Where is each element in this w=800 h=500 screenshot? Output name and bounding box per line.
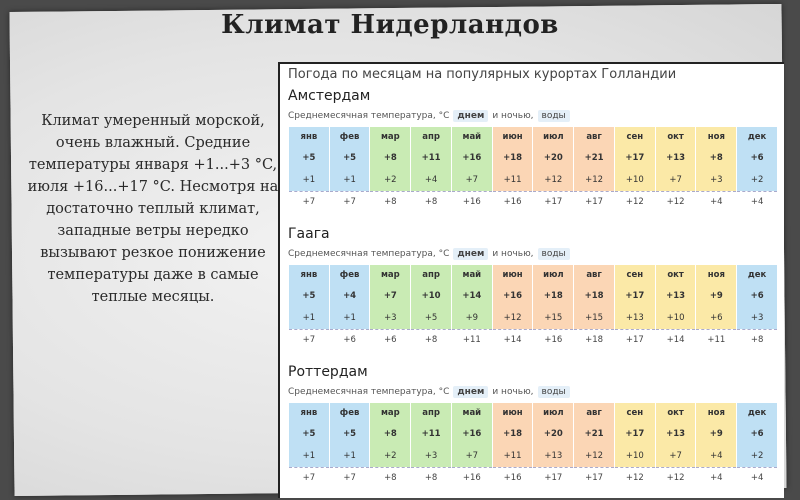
month-header-cell: июл bbox=[533, 127, 573, 147]
month-header-cell: ноя bbox=[696, 403, 736, 423]
month-header-cell: окт bbox=[656, 265, 696, 285]
water-temp-cell: +6 bbox=[370, 329, 410, 350]
water-chip: воды bbox=[538, 386, 570, 398]
day-temp-cell: +11 bbox=[411, 423, 451, 445]
month-header-cell: апр bbox=[411, 265, 451, 285]
temp-legend bbox=[288, 246, 778, 262]
day-chip: днем bbox=[453, 110, 488, 122]
night-temp-cell: +3 bbox=[737, 307, 777, 329]
night-temp-cell: +3 bbox=[411, 445, 451, 467]
night-temp-cell: +1 bbox=[289, 307, 329, 329]
day-temp-cell: +5 bbox=[330, 147, 370, 169]
night-temp-cell: +11 bbox=[493, 169, 533, 191]
day-temp-cell: +9 bbox=[696, 423, 736, 445]
day-row bbox=[289, 423, 777, 445]
month-header-cell: мар bbox=[370, 403, 410, 423]
day-temp-cell: +11 bbox=[411, 147, 451, 169]
water-temp-cell: +8 bbox=[370, 467, 410, 488]
city-name: Амстердам bbox=[288, 88, 371, 104]
day-temp-cell: +13 bbox=[656, 423, 696, 445]
water-temp-cell: +16 bbox=[493, 191, 533, 212]
day-temp-cell: +6 bbox=[737, 147, 777, 169]
water-temp-cell: +16 bbox=[493, 467, 533, 488]
water-temp-cell: +18 bbox=[574, 329, 614, 350]
night-temp-cell: +3 bbox=[696, 169, 736, 191]
night-temp-cell: +2 bbox=[370, 169, 410, 191]
night-temp-cell: +7 bbox=[656, 445, 696, 467]
day-temp-cell: +18 bbox=[533, 285, 573, 307]
night-temp-cell: +7 bbox=[452, 169, 492, 191]
day-temp-cell: +13 bbox=[656, 285, 696, 307]
day-temp-cell: +21 bbox=[574, 423, 614, 445]
month-header-cell: янв bbox=[289, 127, 329, 147]
month-header-cell: июл bbox=[533, 403, 573, 423]
night-temp-cell: +10 bbox=[656, 307, 696, 329]
day-temp-cell: +5 bbox=[289, 285, 329, 307]
water-temp-cell: +16 bbox=[533, 329, 573, 350]
month-table bbox=[288, 127, 778, 212]
night-temp-cell: +13 bbox=[615, 307, 655, 329]
water-temp-cell: +7 bbox=[330, 191, 370, 212]
day-row bbox=[289, 285, 777, 307]
month-header-cell: авг bbox=[574, 403, 614, 423]
month-table bbox=[288, 403, 778, 488]
panel-heading: Погода по месяцам на популярных курортах Голландии bbox=[288, 67, 677, 82]
water-temp-cell: +17 bbox=[574, 467, 614, 488]
month-header-cell: ноя bbox=[696, 127, 736, 147]
night-temp-cell: +12 bbox=[493, 307, 533, 329]
day-temp-cell: +6 bbox=[737, 285, 777, 307]
day-temp-cell: +17 bbox=[615, 423, 655, 445]
hdr-row bbox=[289, 403, 777, 423]
night-temp-cell: +6 bbox=[696, 307, 736, 329]
night-temp-cell: +12 bbox=[533, 169, 573, 191]
month-header-cell: фев bbox=[330, 403, 370, 423]
night-temp-cell: +15 bbox=[533, 307, 573, 329]
water-row bbox=[289, 191, 777, 212]
month-header-cell: сен bbox=[615, 403, 655, 423]
water-temp-cell: +7 bbox=[289, 191, 329, 212]
water-row bbox=[289, 329, 777, 350]
water-temp-cell: +8 bbox=[411, 329, 451, 350]
night-temp-cell: +7 bbox=[656, 169, 696, 191]
month-header-cell: мар bbox=[370, 127, 410, 147]
temp-legend bbox=[288, 384, 778, 400]
city-block-hague bbox=[288, 226, 778, 350]
water-temp-cell: +12 bbox=[615, 191, 655, 212]
month-header-cell: фев bbox=[330, 127, 370, 147]
month-header-cell: янв bbox=[289, 265, 329, 285]
weather-table-panel bbox=[278, 62, 784, 498]
month-header-cell: сен bbox=[615, 265, 655, 285]
night-temp-cell: +2 bbox=[737, 169, 777, 191]
night-temp-cell: +2 bbox=[370, 445, 410, 467]
water-temp-cell: +12 bbox=[656, 191, 696, 212]
slide-title: Климат Нидерландов bbox=[221, 10, 559, 40]
month-table bbox=[288, 265, 778, 350]
night-temp-cell: +1 bbox=[289, 169, 329, 191]
month-header-cell: июн bbox=[493, 403, 533, 423]
night-temp-cell: +2 bbox=[737, 445, 777, 467]
water-temp-cell: +7 bbox=[289, 467, 329, 488]
water-temp-cell: +8 bbox=[370, 191, 410, 212]
climate-description: Климат умеренный морской, очень влажный. Средние температуры января +1...+3 °C, июля +16...+17 °C. Несмотря на достаточно теплый климат, западные ветры нередко вызывают резкое понижение температуры даже в самые теплые месяцы. bbox=[27, 113, 279, 305]
night-temp-cell: +1 bbox=[289, 445, 329, 467]
night-temp-cell: +3 bbox=[370, 307, 410, 329]
water-temp-cell: +8 bbox=[737, 329, 777, 350]
water-temp-cell: +17 bbox=[574, 191, 614, 212]
night-temp-cell: +12 bbox=[574, 169, 614, 191]
month-header-cell: окт bbox=[656, 403, 696, 423]
day-temp-cell: +5 bbox=[330, 423, 370, 445]
water-temp-cell: +14 bbox=[493, 329, 533, 350]
water-temp-cell: +4 bbox=[737, 191, 777, 212]
water-temp-cell: +16 bbox=[452, 191, 492, 212]
day-temp-cell: +16 bbox=[452, 423, 492, 445]
night-temp-cell: +10 bbox=[615, 169, 655, 191]
night-row bbox=[289, 307, 777, 329]
water-temp-cell: +14 bbox=[656, 329, 696, 350]
water-chip: воды bbox=[538, 110, 570, 122]
day-temp-cell: +18 bbox=[493, 423, 533, 445]
night-temp-cell: +11 bbox=[493, 445, 533, 467]
water-temp-cell: +6 bbox=[330, 329, 370, 350]
month-header-cell: апр bbox=[411, 403, 451, 423]
temp-legend bbox=[288, 108, 778, 124]
day-temp-cell: +10 bbox=[411, 285, 451, 307]
day-chip: днем bbox=[453, 386, 488, 398]
water-temp-cell: +8 bbox=[411, 467, 451, 488]
night-label: и ночью, bbox=[492, 249, 534, 259]
day-temp-cell: +20 bbox=[533, 423, 573, 445]
water-temp-cell: +8 bbox=[411, 191, 451, 212]
water-row bbox=[289, 467, 777, 488]
water-temp-cell: +4 bbox=[696, 467, 736, 488]
water-temp-cell: +11 bbox=[696, 329, 736, 350]
month-header-cell: дек bbox=[737, 265, 777, 285]
water-temp-cell: +7 bbox=[289, 329, 329, 350]
night-row bbox=[289, 445, 777, 467]
water-temp-cell: +17 bbox=[615, 329, 655, 350]
month-header-cell: дек bbox=[737, 127, 777, 147]
night-label: и ночью, bbox=[492, 111, 534, 121]
month-header-cell: июл bbox=[533, 265, 573, 285]
temp-label: Среднемесячная температура, °C bbox=[288, 249, 450, 259]
water-temp-cell: +17 bbox=[533, 191, 573, 212]
night-row bbox=[289, 169, 777, 191]
night-temp-cell: +15 bbox=[574, 307, 614, 329]
day-temp-cell: +18 bbox=[574, 285, 614, 307]
temp-label: Среднемесячная температура, °C bbox=[288, 111, 450, 121]
month-header-cell: май bbox=[452, 403, 492, 423]
day-temp-cell: +5 bbox=[289, 423, 329, 445]
month-header-cell: мар bbox=[370, 265, 410, 285]
night-temp-cell: +1 bbox=[330, 445, 370, 467]
day-temp-cell: +18 bbox=[493, 147, 533, 169]
day-temp-cell: +8 bbox=[370, 147, 410, 169]
day-temp-cell: +9 bbox=[696, 285, 736, 307]
day-temp-cell: +17 bbox=[615, 147, 655, 169]
month-header-cell: ноя bbox=[696, 265, 736, 285]
night-temp-cell: +13 bbox=[533, 445, 573, 467]
night-temp-cell: +4 bbox=[696, 445, 736, 467]
water-temp-cell: +11 bbox=[452, 329, 492, 350]
day-chip: днем bbox=[453, 248, 488, 260]
day-temp-cell: +4 bbox=[330, 285, 370, 307]
temp-label: Среднемесячная температура, °C bbox=[288, 387, 450, 397]
month-header-cell: сен bbox=[615, 127, 655, 147]
day-temp-cell: +6 bbox=[737, 423, 777, 445]
hdr-row bbox=[289, 265, 777, 285]
hdr-row bbox=[289, 127, 777, 147]
day-temp-cell: +14 bbox=[452, 285, 492, 307]
month-header-cell: апр bbox=[411, 127, 451, 147]
water-chip: воды bbox=[538, 248, 570, 260]
day-temp-cell: +8 bbox=[696, 147, 736, 169]
month-header-cell: июн bbox=[493, 265, 533, 285]
night-temp-cell: +1 bbox=[330, 169, 370, 191]
day-temp-cell: +8 bbox=[370, 423, 410, 445]
day-temp-cell: +20 bbox=[533, 147, 573, 169]
night-temp-cell: +12 bbox=[574, 445, 614, 467]
water-temp-cell: +17 bbox=[533, 467, 573, 488]
water-temp-cell: +4 bbox=[696, 191, 736, 212]
day-temp-cell: +13 bbox=[656, 147, 696, 169]
night-temp-cell: +1 bbox=[330, 307, 370, 329]
water-temp-cell: +16 bbox=[452, 467, 492, 488]
day-temp-cell: +5 bbox=[289, 147, 329, 169]
night-temp-cell: +5 bbox=[411, 307, 451, 329]
month-header-cell: фев bbox=[330, 265, 370, 285]
month-header-cell: янв bbox=[289, 403, 329, 423]
water-temp-cell: +12 bbox=[615, 467, 655, 488]
month-header-cell: авг bbox=[574, 127, 614, 147]
day-temp-cell: +21 bbox=[574, 147, 614, 169]
month-header-cell: окт bbox=[656, 127, 696, 147]
night-label: и ночью, bbox=[492, 387, 534, 397]
night-temp-cell: +7 bbox=[452, 445, 492, 467]
day-temp-cell: +16 bbox=[493, 285, 533, 307]
month-header-cell: май bbox=[452, 127, 492, 147]
water-temp-cell: +7 bbox=[330, 467, 370, 488]
day-row bbox=[289, 147, 777, 169]
city-block-rotterdam bbox=[288, 364, 778, 488]
night-temp-cell: +4 bbox=[411, 169, 451, 191]
month-header-cell: дек bbox=[737, 403, 777, 423]
day-temp-cell: +17 bbox=[615, 285, 655, 307]
water-temp-cell: +4 bbox=[737, 467, 777, 488]
month-header-cell: май bbox=[452, 265, 492, 285]
day-temp-cell: +16 bbox=[452, 147, 492, 169]
city-name: Гаага bbox=[288, 226, 330, 242]
month-header-cell: авг bbox=[574, 265, 614, 285]
city-block-amsterdam bbox=[288, 88, 778, 212]
city-name: Роттердам bbox=[288, 364, 368, 380]
water-temp-cell: +12 bbox=[656, 467, 696, 488]
day-temp-cell: +7 bbox=[370, 285, 410, 307]
night-temp-cell: +10 bbox=[615, 445, 655, 467]
night-temp-cell: +9 bbox=[452, 307, 492, 329]
month-header-cell: июн bbox=[493, 127, 533, 147]
